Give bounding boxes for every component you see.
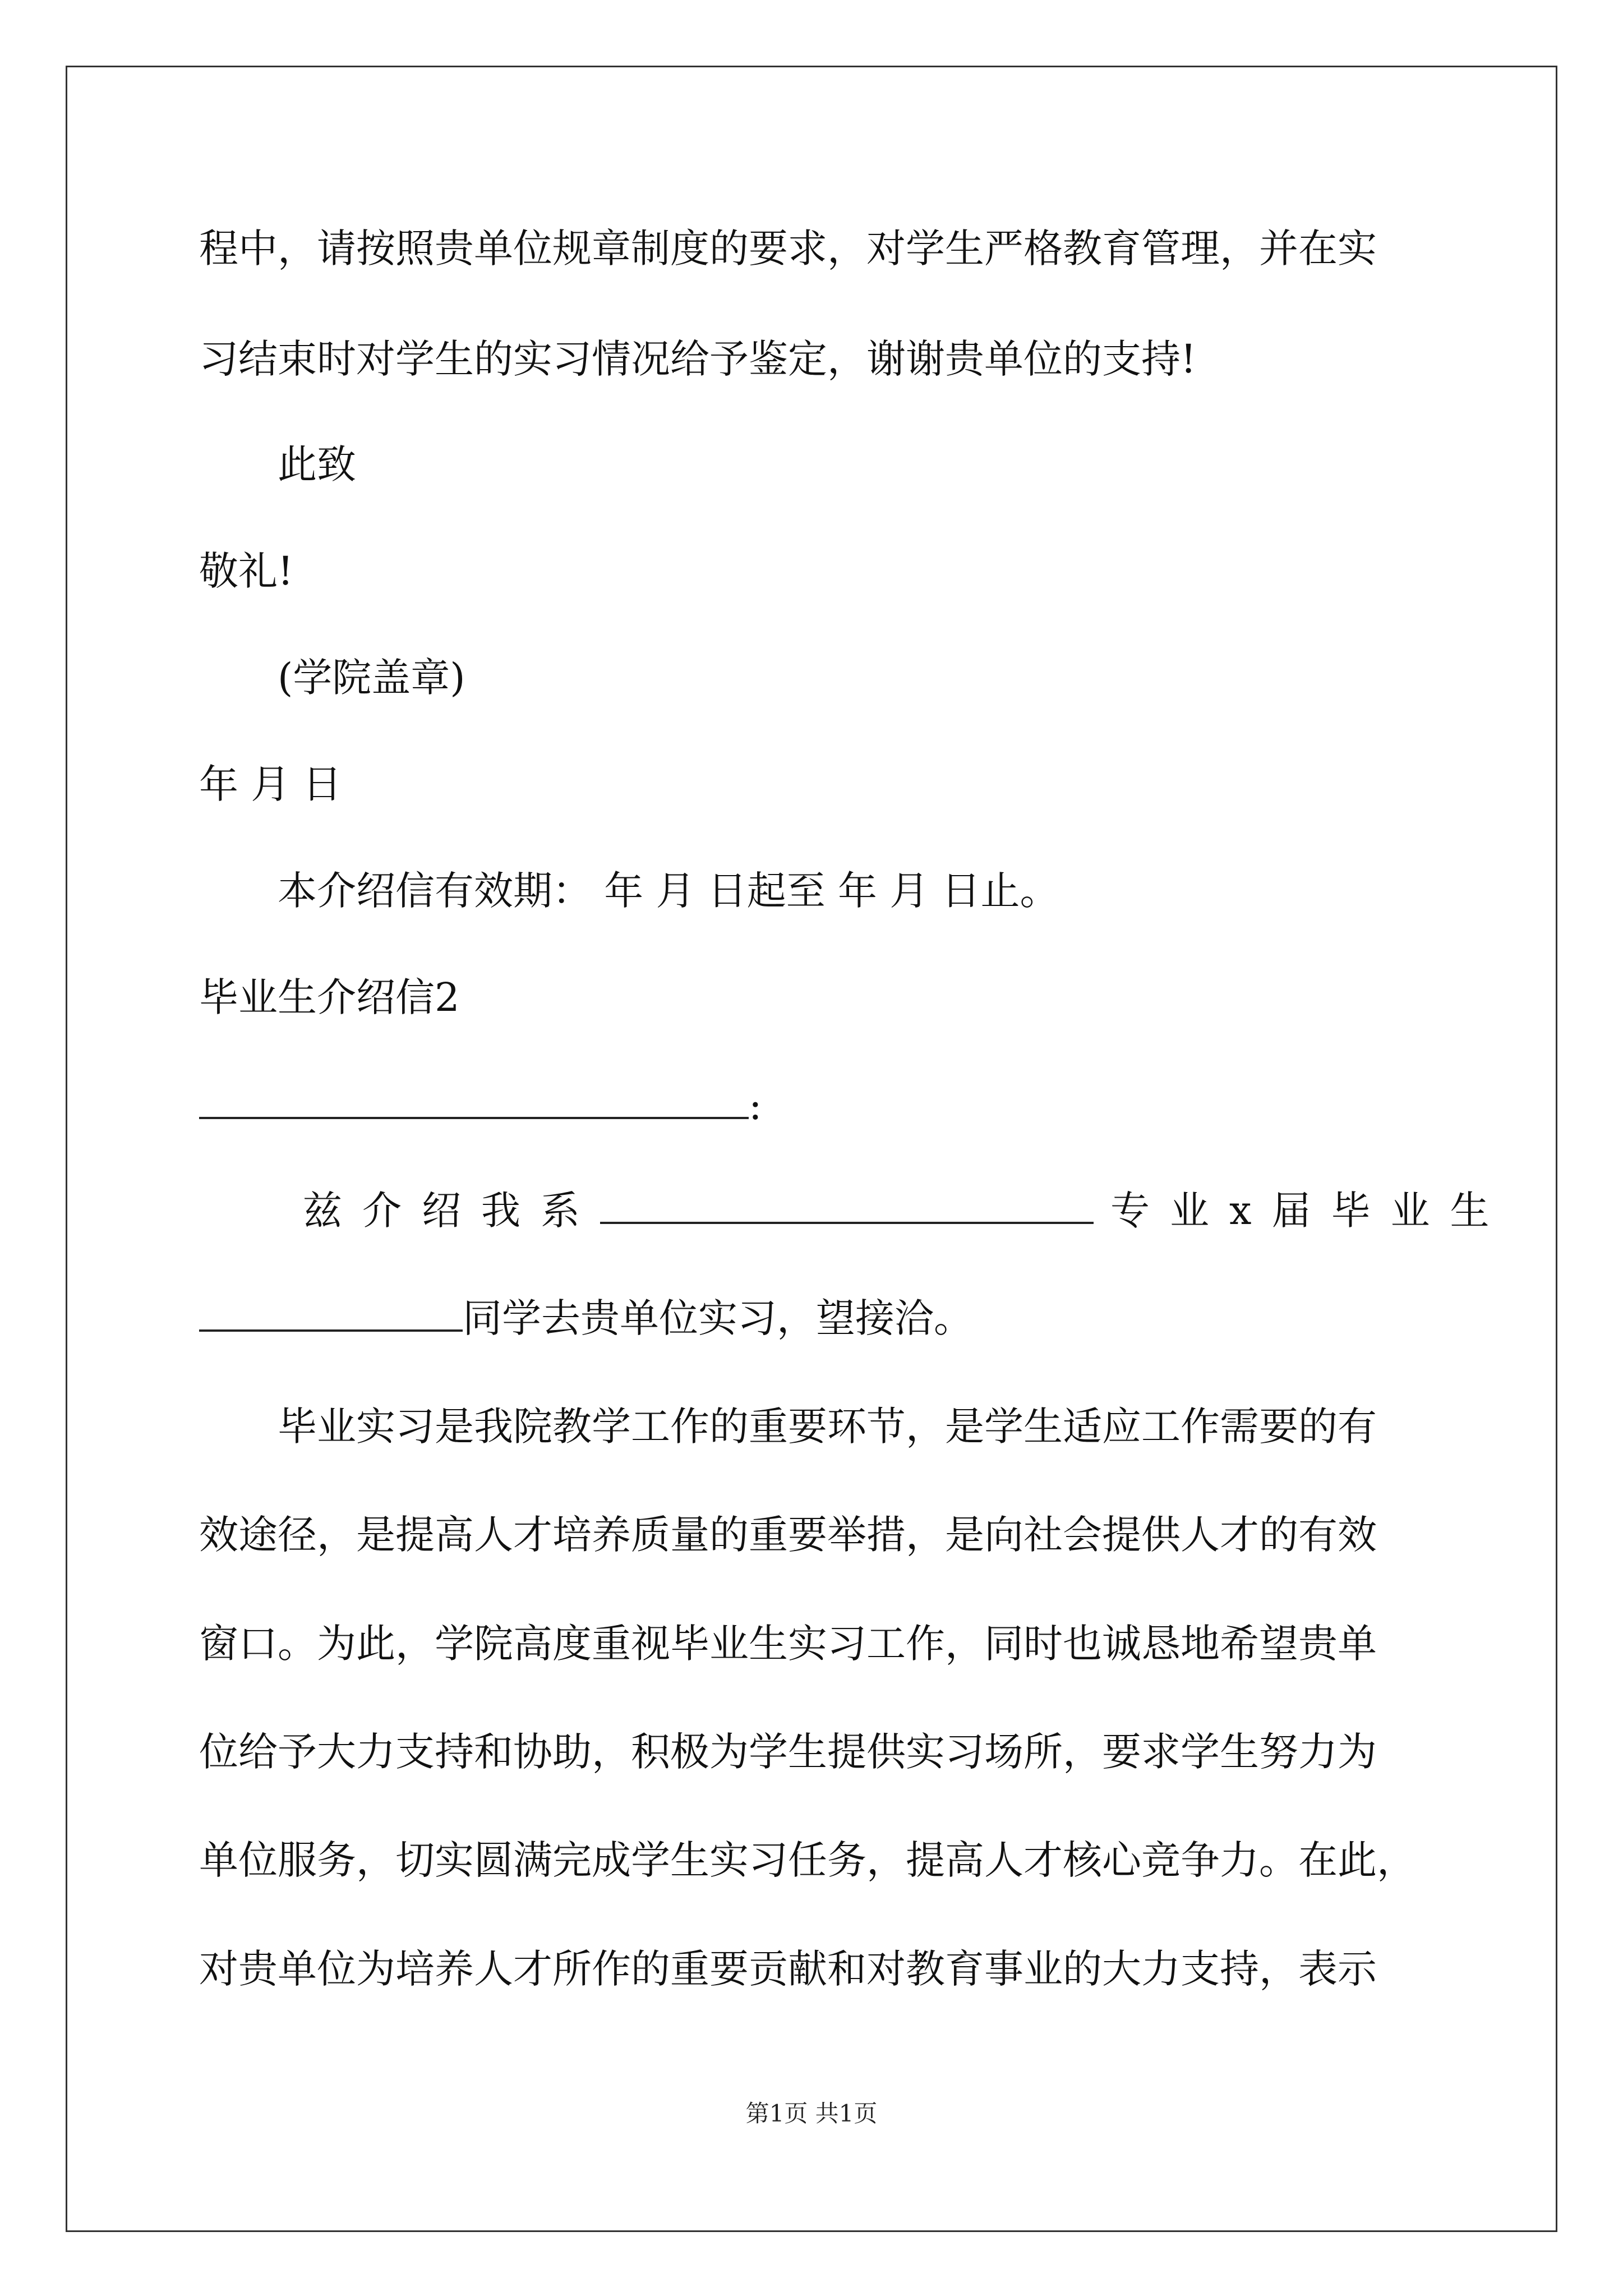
salutation-line	[199, 1079, 1430, 1133]
recipient-blank	[199, 1082, 749, 1119]
paragraph-line: 对贵单位为培养人才所作的重要贡献和对教育事业的大力支持，表示	[199, 1946, 1377, 1992]
validity-line: 本介绍信有效期： 年 月 日起至 年 月 日止。	[278, 868, 1059, 914]
intro-lead: 兹介绍我系	[303, 1188, 600, 1234]
page-border	[66, 66, 1557, 2232]
salutation-colon: :	[749, 1083, 762, 1129]
intro-mid: 专业x届毕业生	[1110, 1188, 1510, 1234]
date-line: 年 月 日	[199, 761, 342, 807]
page-footer: 第1页 共1页	[745, 2100, 878, 2127]
intro-line-1	[303, 1184, 1510, 1237]
student-name-blank	[199, 1295, 463, 1332]
paragraph-line: 习结束时对学生的实习情况给予鉴定，谢谢贵单位的支持!	[199, 336, 1197, 382]
paragraph-line: 单位服务，切实圆满完成学生实习任务，提高人才核心竞争力。在此，	[199, 1837, 1416, 1883]
closing-salute: 敬礼!	[199, 548, 294, 594]
paragraph-line: 位给予大力支持和协助，积极为学生提供实习场所，要求学生努力为	[199, 1729, 1377, 1775]
paragraph-line: 窗口。为此，学院高度重视毕业生实习工作，同时也诚恳地希望贵单	[199, 1621, 1377, 1667]
major-blank	[600, 1187, 1094, 1224]
paragraph-line: 程中，请按照贵单位规章制度的要求，对学生严格教育管理，并在实	[199, 226, 1377, 272]
paragraph-line: 毕业实习是我院教学工作的重要环节，是学生适应工作需要的有	[278, 1404, 1377, 1450]
closing-greeting: 此致	[278, 441, 356, 487]
letter-title: 毕业生介绍信2	[199, 974, 460, 1020]
seal-note: (学院盖章)	[278, 655, 465, 701]
intro-tail: 同学去贵单位实习，望接洽。	[463, 1295, 973, 1341]
intro-line-2	[199, 1291, 1430, 1345]
paragraph-line: 效途径，是提高人才培养质量的重要举措，是向社会提供人才的有效	[199, 1512, 1377, 1558]
